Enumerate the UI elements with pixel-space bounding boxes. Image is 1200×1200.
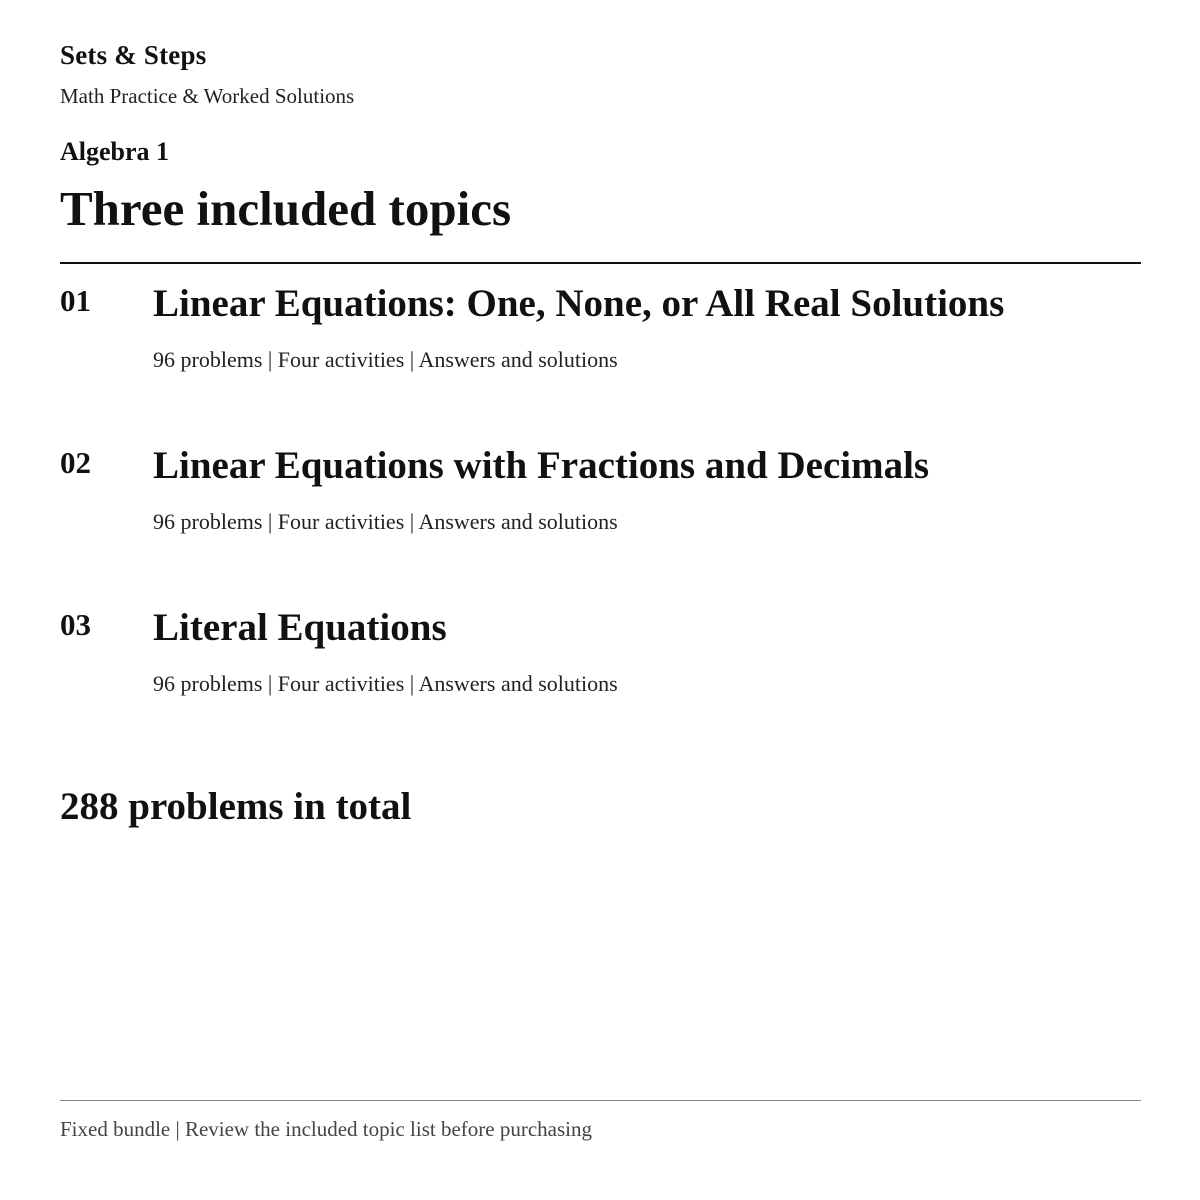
footer-divider: [60, 1100, 1141, 1101]
topic-number: 03: [60, 607, 91, 642]
brand-name: Sets & Steps: [60, 40, 207, 70]
course-label: Algebra 1: [60, 137, 170, 166]
page: [60, 0, 1141, 1200]
topic-title: Literal Equations: [153, 606, 447, 649]
brand-tagline: Math Practice & Worked Solutions: [60, 84, 355, 108]
topic-number: 01: [60, 283, 91, 318]
total-problems: 288 problems in total: [60, 785, 412, 828]
title-divider: [60, 262, 1141, 264]
topic-meta: 96 problems | Four activities | Answers and solutions: [153, 671, 618, 696]
topic-title: Linear Equations with Fractions and Decimals: [153, 444, 930, 487]
topic-meta: 96 problems | Four activities | Answers and solutions: [153, 347, 618, 372]
topic-title: Linear Equations: One, None, or All Real Solutions: [153, 282, 1005, 325]
page-title: Three included topics: [60, 181, 512, 236]
topic-meta: 96 problems | Four activities | Answers and solutions: [153, 509, 618, 534]
footer-note: Fixed bundle | Review the included topic list before purchasing: [60, 1117, 592, 1141]
topic-number: 02: [60, 445, 91, 480]
